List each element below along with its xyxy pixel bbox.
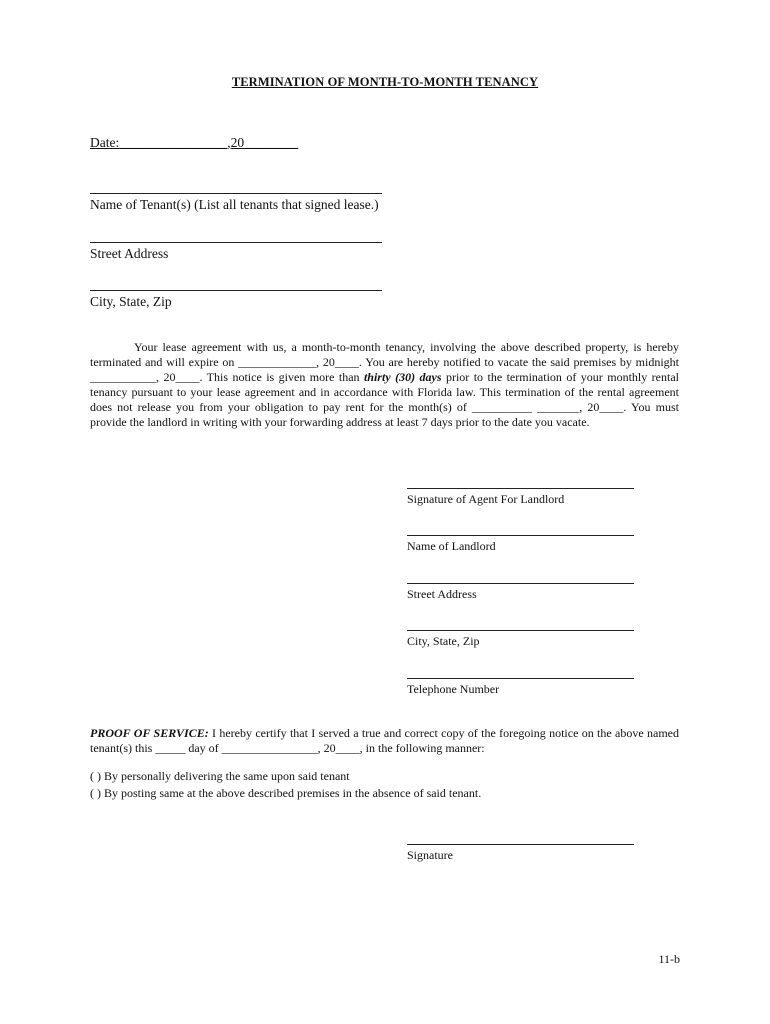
tenant-name-label: Name of Tenant(s) (List all tenants that signed lease.): [90, 197, 379, 212]
agent-signature-line[interactable]: [407, 488, 634, 489]
landlord-phone-line[interactable]: [407, 678, 634, 679]
landlord-name-label: Name of Landlord: [407, 539, 496, 553]
termination-notice-paragraph: Your lease agreement with us, a month-to-month tenancy, involving the above described property, is hereby terminated and will expire on _____________, 20____. You are hereby notified to vacate the said premises by midnight ___________, 20____. This notice is given more than thirty (30) days prior to the termination of your monthly rental tenancy pursuant to your lease agreement and in accordance with Florida law. This termination of the rental agreement does not release you from your obligation to pay rent for the month(s) of __________ _______, 20____. You must provide the landlord in writing with your forwarding address at least 7 days prior to the date you vacate.: [90, 340, 680, 429]
expiration-date-blank[interactable]: _____________: [238, 355, 317, 369]
rent-year-blank[interactable]: ____: [599, 400, 624, 414]
proof-of-service-paragraph: PROOF OF SERVICE: I hereby certify that I served a true and correct copy of the foregoing notice on the above named tenant(s) this _____ day of ________________, 20____, in the following manner:: [90, 726, 679, 755]
expiration-year-blank[interactable]: ____: [334, 355, 359, 369]
service-day-blank[interactable]: _____: [155, 741, 186, 755]
landlord-city-line[interactable]: [407, 630, 634, 631]
service-month-blank[interactable]: ________________: [221, 741, 318, 755]
agent-signature-label: Signature of Agent For Landlord: [407, 492, 565, 506]
notice-period-emphasis: thirty (30) days: [363, 370, 442, 384]
service-option-personal-delivery[interactable]: ( ) By personally delivering the same upon said tenant: [90, 769, 350, 783]
server-signature-label: Signature: [407, 848, 453, 862]
tenant-street-line[interactable]: [90, 242, 382, 243]
tenant-street-label: Street Address: [90, 246, 169, 261]
vacate-date-blank[interactable]: ___________: [90, 370, 156, 384]
service-year-blank[interactable]: ____: [335, 741, 360, 755]
tenant-city-line[interactable]: [90, 290, 382, 291]
landlord-city-label: City, State, Zip: [407, 634, 480, 648]
date-year-blank[interactable]: ________: [244, 135, 299, 150]
landlord-street-line[interactable]: [407, 583, 634, 584]
tenant-name-line[interactable]: [90, 193, 382, 194]
landlord-street-label: Street Address: [407, 587, 477, 601]
server-signature-line[interactable]: [407, 844, 634, 845]
document-title: TERMINATION OF MONTH-TO-MONTH TENANCY: [231, 75, 539, 89]
rent-month-blank[interactable]: __________ _______: [472, 400, 580, 414]
date-line: [90, 135, 298, 151]
landlord-phone-label: Telephone Number: [407, 682, 500, 696]
date-year-prefix: ,20: [227, 135, 245, 150]
tenant-city-label: City, State, Zip: [90, 294, 172, 309]
service-option-posting[interactable]: ( ) By posting same at the above described premises in the absence of said tenant.: [90, 786, 482, 800]
date-blank[interactable]: ________________: [119, 135, 228, 150]
landlord-name-line[interactable]: [407, 535, 634, 536]
vacate-year-blank[interactable]: ____: [175, 370, 200, 384]
date-label: Date:: [90, 135, 120, 150]
proof-of-service-heading: PROOF OF SERVICE:: [90, 726, 209, 740]
page-number: 11-b: [658, 952, 680, 966]
